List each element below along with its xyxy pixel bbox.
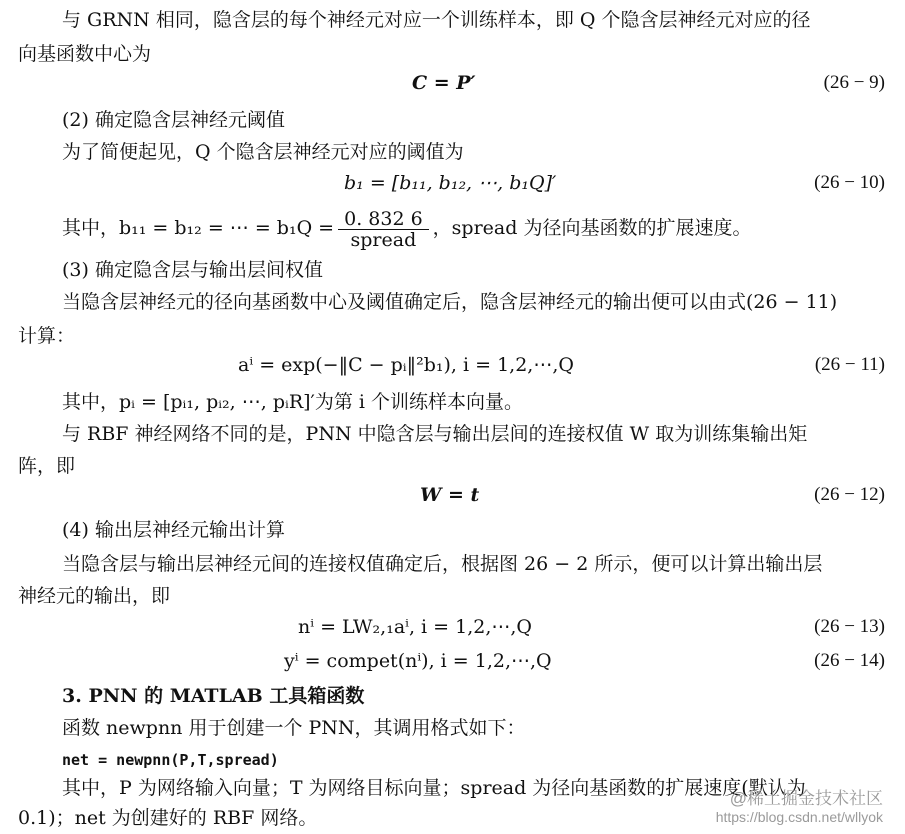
inline-text: 其中，b₁₁ = b₁₂ = ⋯ = b₁Q = xyxy=(62,217,335,239)
equation-number: (26 − 10) xyxy=(814,172,885,193)
paragraph-line: 向基函数中心为 xyxy=(18,43,152,65)
equation: b₁ = [b₁₁, b₁₂, ⋯, b₁Q]′ xyxy=(344,172,557,194)
equation: W = t xyxy=(420,484,480,506)
equation-row xyxy=(0,616,905,646)
paragraph-line: 当隐含层与输出层神经元间的连接权值确定后，根据图 26 − 2 所示，便可以计算出输出层 xyxy=(62,553,823,575)
paragraph-line: 函数 newpnn 用于创建一个 PNN，其调用格式如下： xyxy=(62,717,526,739)
equation-number: (26 − 12) xyxy=(814,484,885,505)
equation-number: (26 − 13) xyxy=(814,616,885,637)
equation-row xyxy=(0,72,905,102)
equation: nⁱ = LW₂,₁aⁱ, i = 1,2,⋯,Q xyxy=(298,616,533,638)
equation-number: (26 − 9) xyxy=(823,72,885,93)
section-heading: 3. PNN 的 MATLAB 工具箱函数 xyxy=(62,685,365,707)
equation-row xyxy=(0,484,905,514)
subsection-heading: (2) 确定隐含层神经元阈值 xyxy=(62,109,285,131)
paragraph-line: 其中，P 为网络输入向量；T 为网络目标向量；spread 为径向基函数的扩展速度(默认为 xyxy=(62,777,806,799)
paragraph-line: 计算： xyxy=(18,325,76,347)
paragraph-line: 其中，pᵢ = [pᵢ₁, pᵢ₂, ⋯, pᵢR]′为第 i 个训练样本向量。 xyxy=(62,391,524,413)
equation-row xyxy=(0,172,905,202)
fraction-denominator: spread xyxy=(350,228,417,251)
code-line: net = newpnn(P,T,spread) xyxy=(62,751,279,769)
watermark xyxy=(716,790,883,826)
paragraph-line: 阵，即 xyxy=(18,455,76,477)
subsection-heading: (3) 确定隐含层与输出层间权值 xyxy=(62,259,323,281)
equation-row xyxy=(0,650,905,680)
inline-text: ，spread 为径向基函数的扩展速度。 xyxy=(432,217,752,239)
equation: C = P′ xyxy=(412,72,476,94)
equation: aⁱ = exp(−‖C − pᵢ‖²b₁), i = 1,2,⋯,Q xyxy=(238,354,574,376)
paragraph-line xyxy=(62,206,891,250)
paragraph-line: 当隐含层神经元的径向基函数中心及阈值确定后，隐含层神经元的输出便可以由式(26 − 11) xyxy=(62,291,838,313)
equation: yⁱ = compet(nⁱ), i = 1,2,⋯,Q xyxy=(284,650,552,672)
subsection-heading: (4) 输出层神经元输出计算 xyxy=(62,519,285,541)
fraction-numerator: 0. 832 6 xyxy=(338,209,429,230)
watermark-url: https://blog.csdn.net/wllyok xyxy=(715,809,883,825)
equation-number: (26 − 14) xyxy=(814,650,885,671)
equation-row xyxy=(0,354,905,384)
equation-number: (26 − 11) xyxy=(814,354,885,375)
paragraph-line: 为了简便起见，Q 个隐含层神经元对应的阈值为 xyxy=(62,141,464,163)
fraction xyxy=(338,209,429,250)
paragraph-line: 与 RBF 神经网络不同的是，PNN 中隐含层与输出层间的连接权值 W 取为训练集输出矩 xyxy=(62,423,808,445)
paragraph-line: 神经元的输出，即 xyxy=(18,585,171,607)
paragraph-line: 与 GRNN 相同，隐含层的每个神经元对应一个训练样本，即 Q 个隐含层神经元对应的径 xyxy=(62,9,811,31)
paragraph-line: 0.1)；net 为创建好的 RBF 网络。 xyxy=(18,807,318,829)
watermark-brand: @稀土掘金技术社区 xyxy=(729,789,883,808)
